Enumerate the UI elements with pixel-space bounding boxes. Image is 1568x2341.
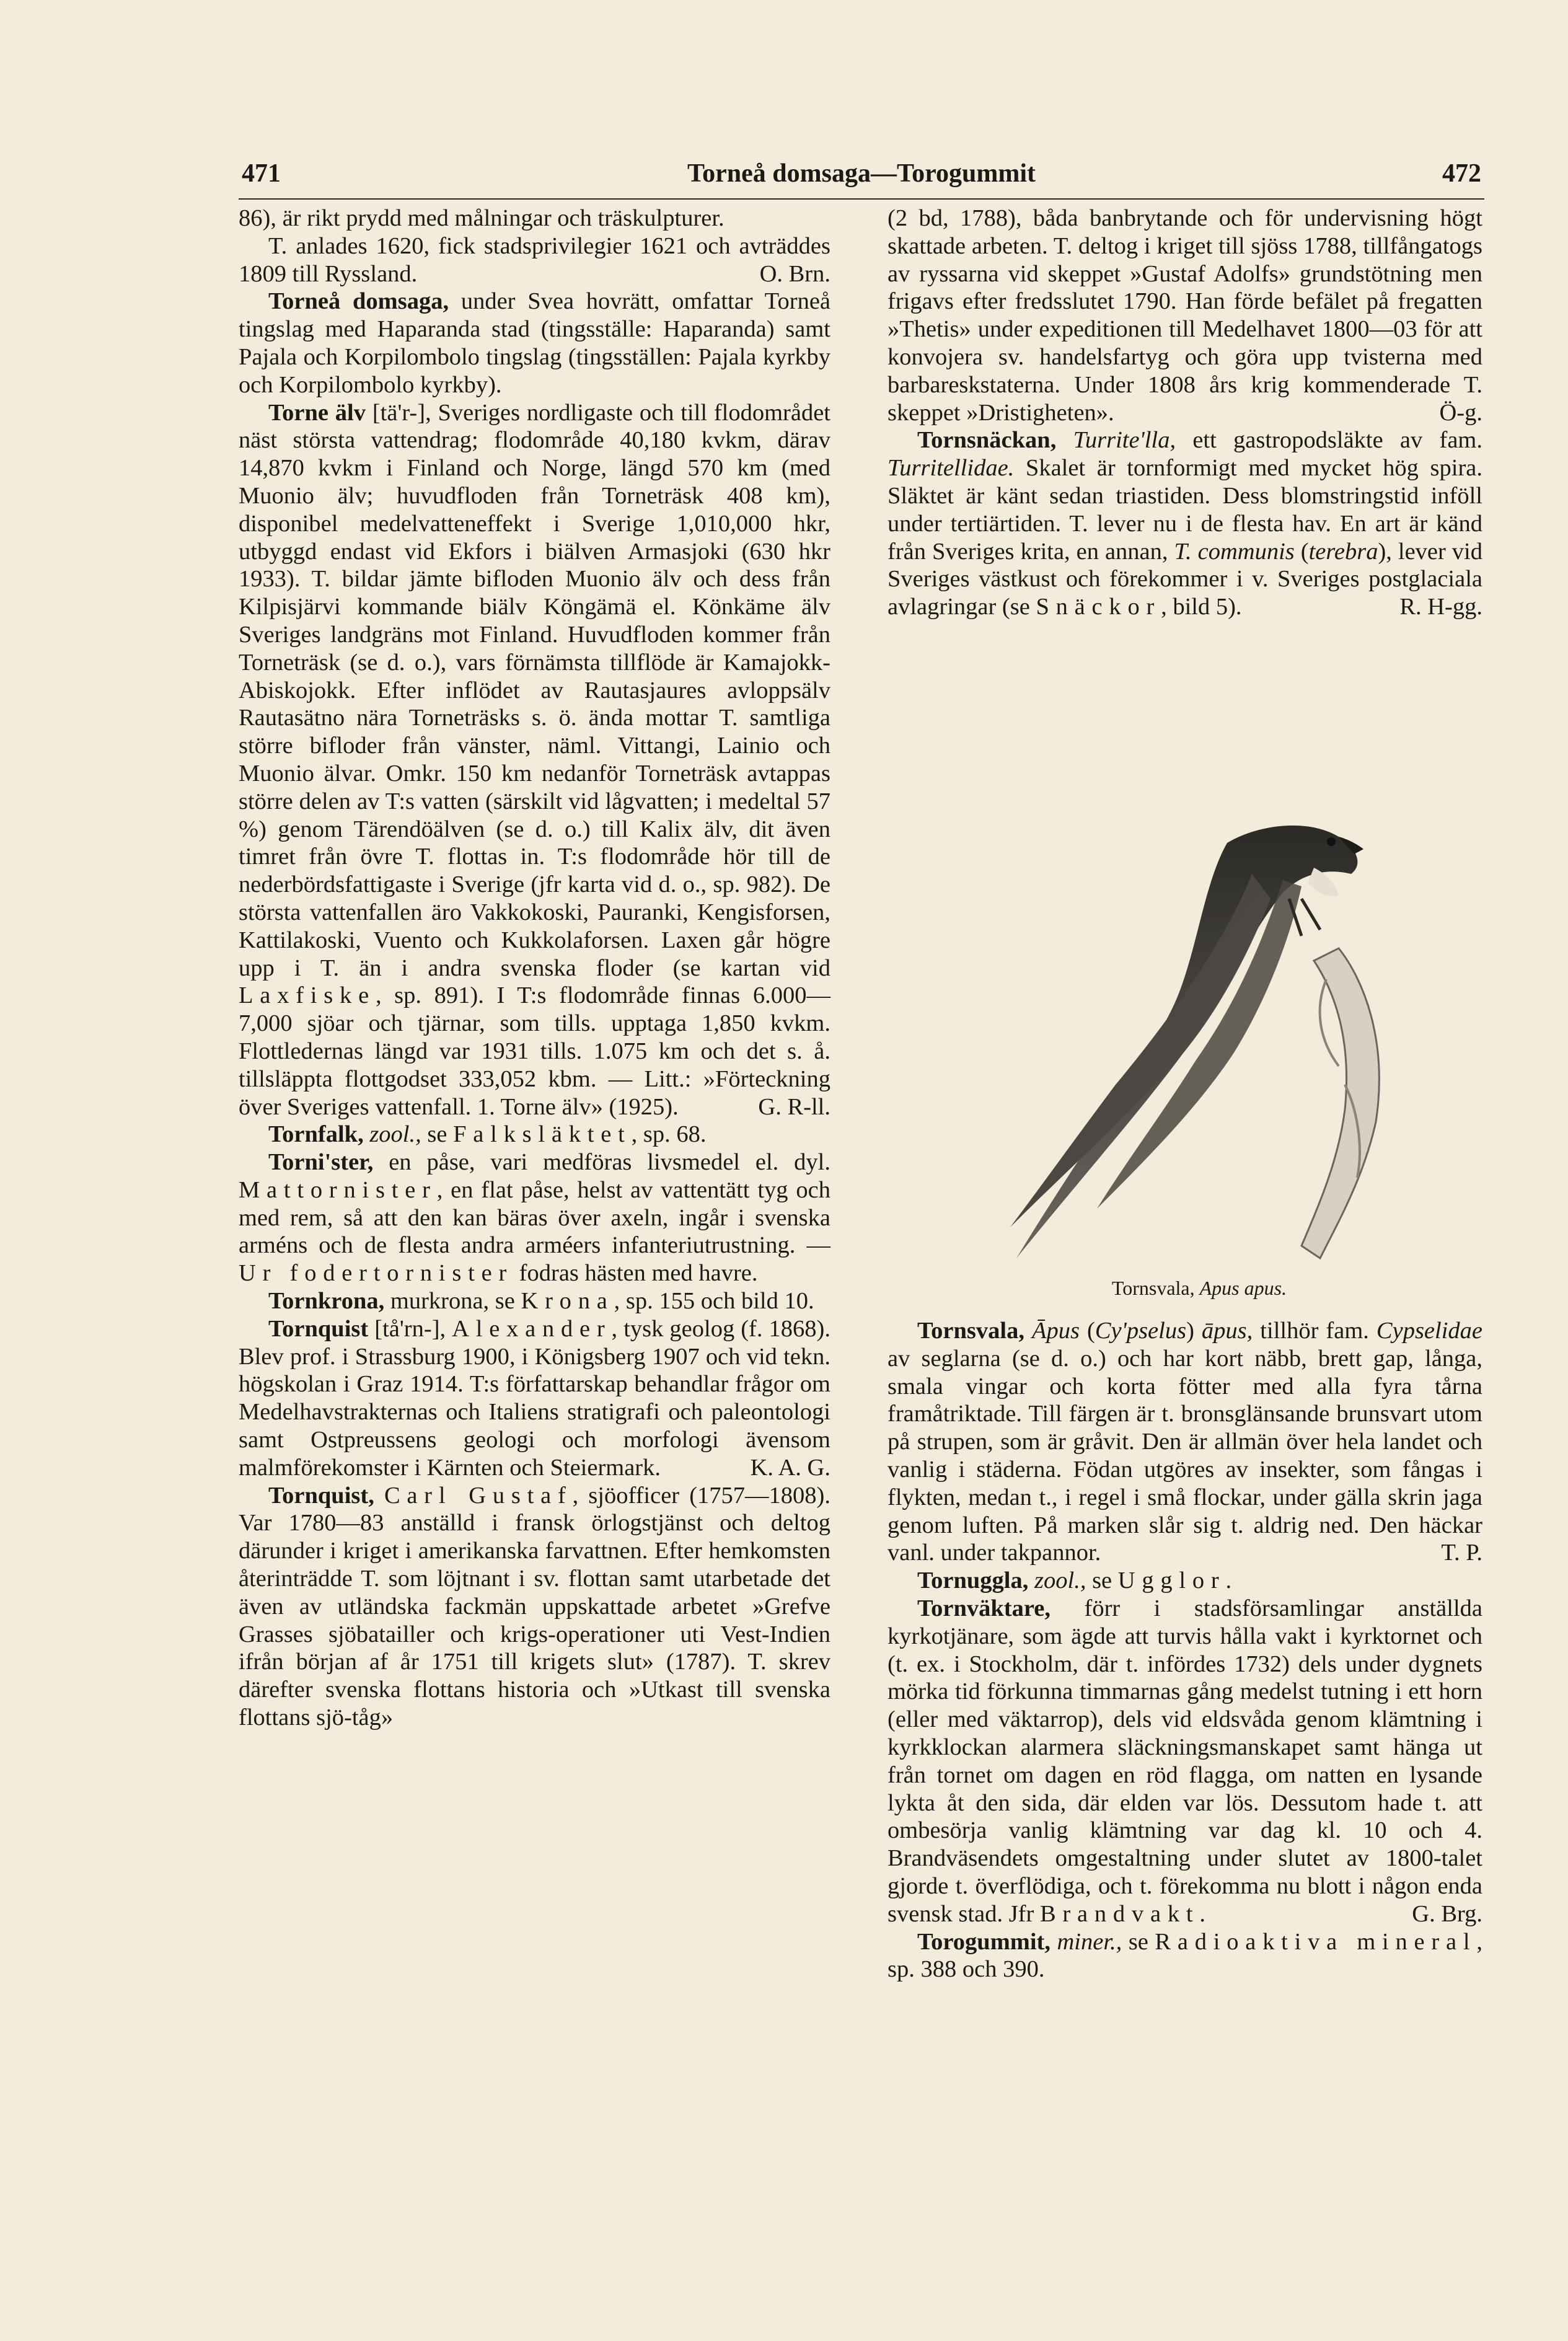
entry-tornfalk: Tornfalk, zool., se Falksläktet, sp. 68. [268, 1121, 707, 1148]
entry-torogummit: Torogummit, miner., se Radioaktiva mineral, sp. 388 och 390. [888, 1928, 1482, 1983]
left-column [239, 205, 830, 1732]
entry-paragraph: T. anlades 1620, fick stadsprivilegier 1621 och avträddes 1809 till Ryssland. O. Brn. [239, 232, 830, 287]
entry-tornsnackan: Tornsnäckan, Turrite'lla, ett gastropodsläkte av fam. Turritellidae. Skalet är tornformigt med mycket hög spira. Släktet är känt sedan triastiden. Dess blomstringstid inföll under tertiärtiden. T. lever nu i de flesta hav. En art är känd från Sveriges krita, en annan, T. communis (terebra), lever vid Sveriges västkust och förekommer i v. Sveriges postglaciala avlagringar (se Snäckor, bild 5). R. H-gg. [888, 427, 1483, 620]
entry-continuation: (2 bd, 1788), båda banbrytande och för undervisning högt skattade arbeten. T. deltog i kriget till sjöss 1788, tillfångatogs av ryssarna vid skeppet »Gustaf Adolfs» grundstötning men frigavs efter fredsslutet 1790. Han förde befälet på fregatten »Thetis» under expeditionen till Medelhavet 1800—03 för att konvojera sv. handelsfartyg och göra upp tvisterna med barbareskstaterna. Under 1808 års krig kommenderade T. skeppet »Dristigheten». Ö-g. [888, 205, 1482, 426]
running-head: Torneå domsaga—Torogummit [687, 159, 1036, 188]
entry-tornsvala: Tornsvala, Āpus (Cy'pselus) āpus, tillhör fam. Cypselidae av seglarna (se d. o.) och har kort näbb, brett gap, långa, smala vingar och korta fötter med alla fyra tårna framåtriktade. Till färgen är t. bronsglänsande brunsvart utom på strupen, som är gråvit. Den är allmän över hela landet och vanlig i städerna. Födan utgöres av insekter, som fångas i flykten, medan t., i regel i små flockar, under gälla skrin jaga genom luften. På marken slår sig t. aldrig ned. Den häckar vanl. under takpannor. T. P. [888, 1318, 1482, 1566]
entry-continuation: 86), är rikt prydd med målningar och träskulpturer. [239, 205, 725, 231]
figure-caption: Tornsvala, Apus apus. [1111, 1277, 1287, 1299]
entry-tornkrona: Tornkrona, murkrona, se Krona, sp. 155 och bild 10. [268, 1288, 814, 1315]
entry-tornuggla: Tornuggla, zool., se Ugglor. [917, 1567, 1232, 1594]
entry-tornea-domsaga: Torneå domsaga, under Svea hovrätt, omfattar Torneå tingslag med Haparanda stad (tingsställe: Haparanda) samt Pajala och Korpilombolo tingslag (tingsställen: Pajala kyrkby och Korpilombolo kyrkby). [239, 288, 831, 398]
entry-tornister: Torni'ster, en påse, vari medföras livsmedel el. dyl. Mattornister, en flat påse, helst av vattentätt tyg och med rem, så att den kan bäras över axeln, ingår i svenska arméns och de flesta andra arméers infanteriutrustning. — Ur fodertornister fodras hästen med havre. [239, 1149, 830, 1287]
entry-tornquist-alexander: Tornquist [tå'rn-], Alexander, tysk geolog (f. 1868). Blev prof. i Strassburg 1900, i Königsberg 1907 och vid tekn. högskolan i Graz 1914. T:s författarskap behandlar frågor om Medelhavstrakternas och Italiens stratigrafi och paleontologi samt Ostpreussens geologi och morfologi ävensom malmförekomster i Kärnten och Steiermark. K. A. G. [239, 1315, 830, 1481]
swift-illustration [992, 775, 1425, 1289]
page-header [242, 159, 1481, 196]
header-rule [239, 198, 1484, 200]
entry-torne-alv: Torne älv [tä'r-], Sveriges nordligaste och till flodområdet näst största vattendrag; flodområde 40,180 kvkm, därav 14,870 kvkm i Finland och Norge, längd 570 km (med Muonio älv; huvudfloden från Torneträsk 408 km), disponibel medelvatteneffekt i Sverige 1,010,000 hkr, utbyggd endast vid Ekfors i biälven Armasjoki (630 hkr 1933). T. bildar jämte bifloden Muonio älv och dess från Kilpisjärvi kommande biälv Köngämä el. Könkäme älv Sveriges landgräns mot Finland. Huvudfloden kommer från Torneträsk (se d. o.), vars förnämsta tillflöde är Kamajokk-Abiskojokk. Efter inflödet av Rautasjaures avloppsälv Rautasätno nära Torneträsks s. ö. ända mottar T. samtliga större bifloder från vänster, näml. Vittangi, Lainio och Muonio älvar. Omkr. 150 km nedanför Torneträsk avtappas större delen av T:s vatten (särskilt vid lågvatten; i medeltal 57 %) genom Tärendöälven (se d. o.) till Kalix älv, dit även timret från övre T. flottas in. T:s flodområde hör till de nederbördsfattigaste i Sverige (jfr karta vid d. o., sp. 982). De största vattenfallen äro Vakkokoski, Pauranki, Kengisforsen, Kattilakoski, Vuento och Kukkolaforsen. Laxen går högre upp i T. än i andra svenska floder (se kartan vid Laxfiske, sp. 891). I T:s flodområde finnas 6.000—7,000 sjöar och tjärnar, som tills. upptaga 1,850 kvkm. Flottledernas längd var 1931 tills. 1.075 km och det s. å. tillsläppta flottgodset 333,052 kbm. — Litt.: »Förteckning över Sveriges vattenfall. 1. Torne älv» (1925). G. R-ll. [239, 399, 830, 1120]
page-number-right: 472 [1442, 159, 1481, 188]
right-column-top [888, 205, 1482, 621]
page-number-left: 471 [242, 159, 281, 188]
entry-tornvaktare: Tornväktare, förr i stadsförsamlingar anställda kyrkotjänare, som ägde att turvis hålla vakt i kyrktornet och (t. ex. i Stockholm, där t. infördes 1732) dels under dygnets mörka tid förkunna timmarnas gång medelst tutning i ett horn (eller med väktarrop), dels vid eldsvåda genom klämtning i kyrkklockan alarmera släckningsmanskapet samt hänga ut från tornet om dagen en röd flagga, om natten en lysande lykta åt den sida, där elden var lös. Dessutom hade t. att ombesörja vanlig klämtning var dag kl. 10 och 4. Brandväsendets omgestaltning under slutet av 1800-talet gjorde t. överflödiga, och t. förekomma nu blott i någon enda svensk stad. Jfr Brandvakt. G. Brg. [888, 1595, 1482, 1927]
right-column-bottom [888, 1317, 1482, 1983]
entry-tornquist-carl-gustaf: Tornquist, Carl Gustaf, sjöofficer (1757—1808). Var 1780—83 anställd i fransk örlogstjänst och deltog därunder i kriget i amerikanska farvattnen. Efter hemkomsten återinträdde T. som löjtnant i sv. flottan samt utarbetade det även av utländska fackmän uppskattade arbetet »Grefve Grasses sjöbatailler och krigs-operationer uti Vest-Indien ifrån början af år 1751 till krigets slut» (1787). T. skrev därefter svenska flottans historia och »Utkast till svenska flottans sjö-tåg» [239, 1482, 830, 1731]
